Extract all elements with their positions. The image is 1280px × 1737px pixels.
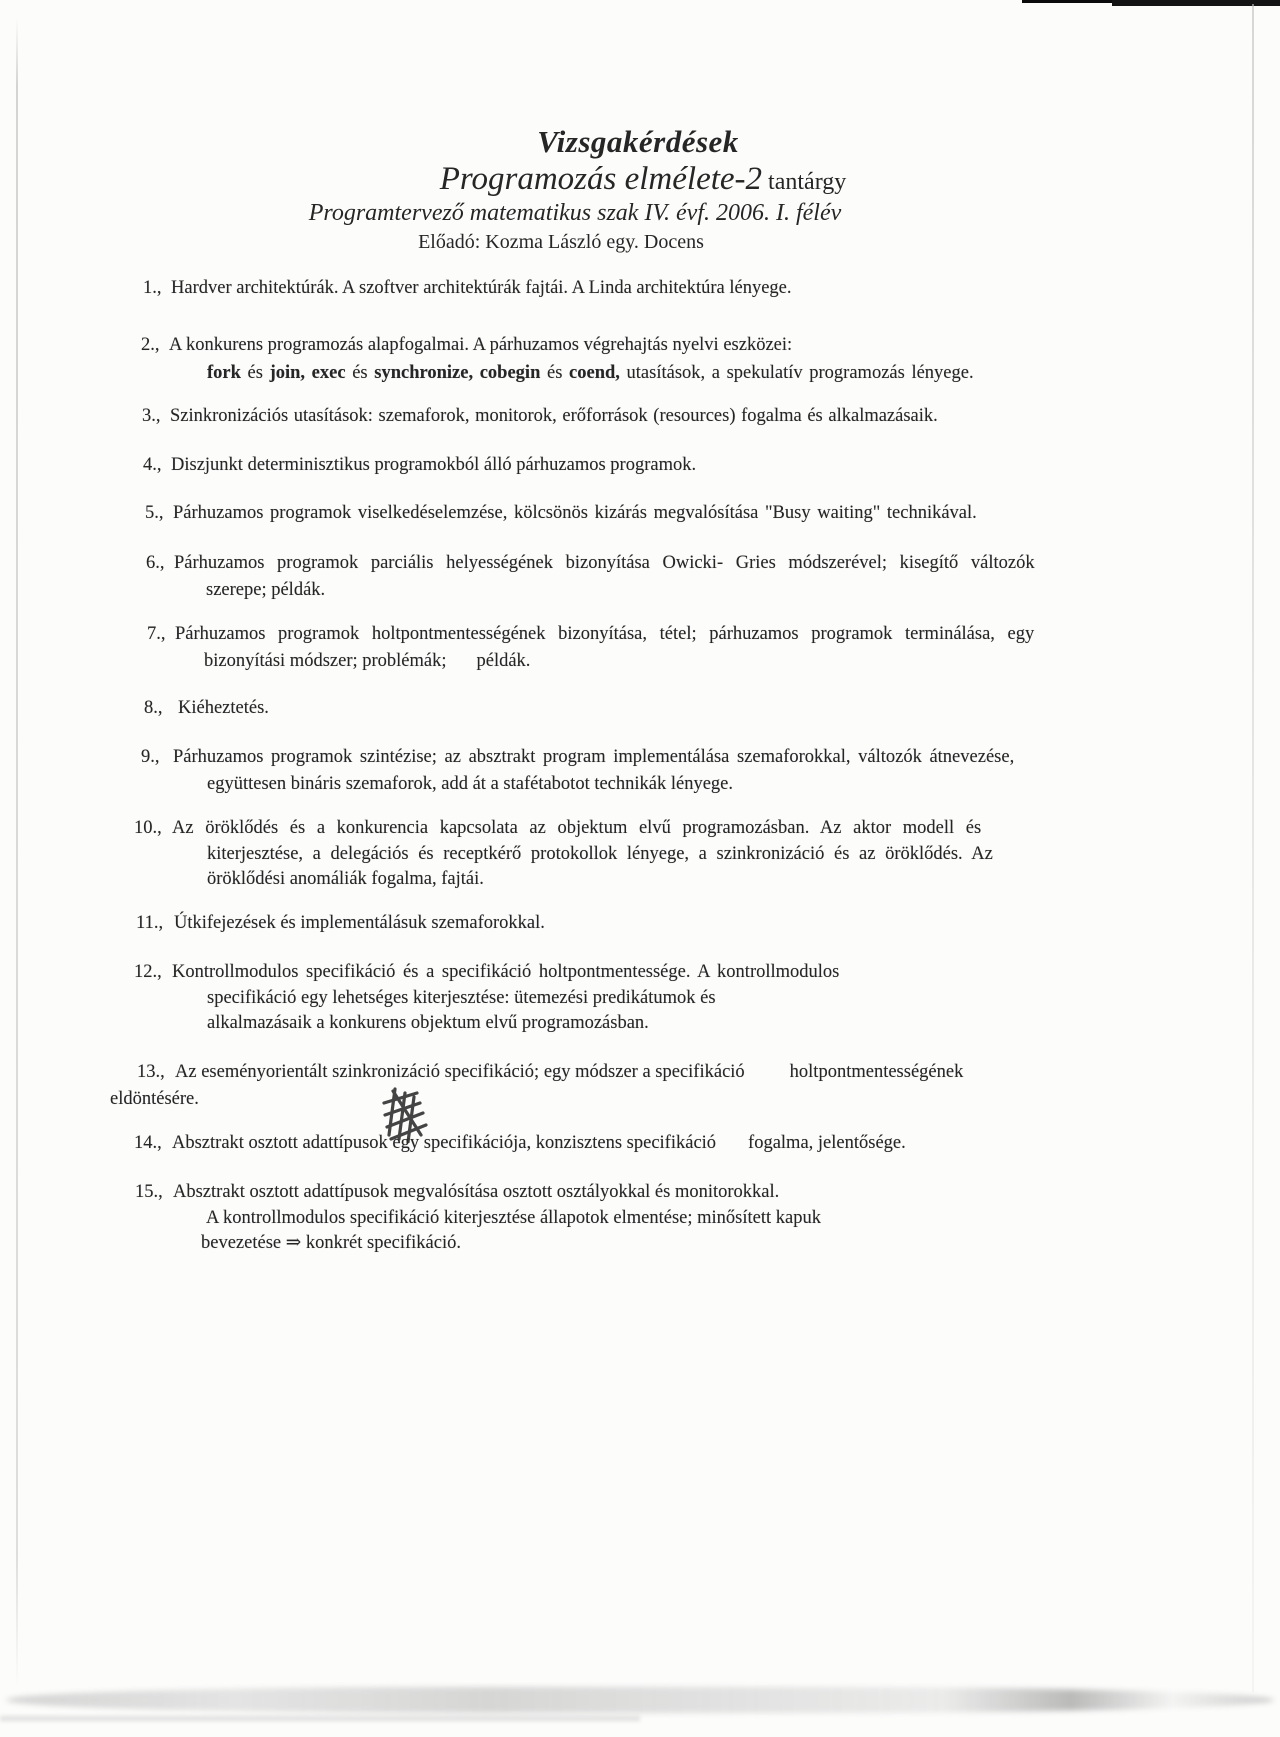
- question-text: bevezetése ⇒ konkrét specifikáció.: [201, 1233, 461, 1253]
- keyword-join-exec: join, exec: [269, 363, 346, 383]
- question-text: bizonyítási módszer; problémák;: [204, 651, 447, 671]
- question-line: [141, 333, 792, 357]
- question-line: [134, 816, 981, 840]
- question-number: 11.,: [136, 913, 164, 933]
- lecturer-line: Előadó: Kozma László egy. Docens: [418, 231, 704, 253]
- question-line: [207, 1011, 649, 1035]
- question-line: [144, 696, 269, 720]
- question-line: [207, 842, 993, 866]
- question-text: A konkurens programozás alapfogalmai. A párhuzamos végrehajtás nyelvi eszközei:: [169, 335, 793, 355]
- bottom-scan-smudge-line: [0, 1716, 640, 1721]
- question-text: A kontrollmodulos specifikáció kiterjesztése állapotok elmentése; minősített kapuk: [206, 1208, 821, 1228]
- question-line: [110, 1087, 199, 1111]
- question-text: Absztrakt osztott adattípusok megvalósítása osztott osztályokkal és monitorokkal.: [173, 1182, 780, 1202]
- question-line: [143, 453, 696, 477]
- question-text: példák.: [476, 651, 531, 671]
- question-text: Kontrollmodulos specifikáció és a specifikáció holtpontmentessége. A kontrollmodulos: [172, 962, 840, 982]
- question-line: [206, 1206, 821, 1230]
- question-number: 4.,: [143, 455, 162, 475]
- question-number: 13.,: [137, 1062, 165, 1082]
- question-line: [135, 1180, 779, 1204]
- question-text: alkalmazásaik a konkurens objektum elvű programozásban.: [207, 1013, 649, 1033]
- question-line: [201, 1231, 461, 1255]
- question-text: kiterjesztése, a delegációs és receptkérő protokollok lényege, a szinkronizáció és az öröklődés. Az: [207, 844, 993, 864]
- course-title: Programozás elmélete-2: [439, 161, 763, 197]
- bottom-scan-smudge: [6, 1687, 1274, 1713]
- question-text: Párhuzamos programok holtpontmentességének bizonyítása, tétel; párhuzamos programok terminálása, egy: [175, 624, 1035, 644]
- question-number: 15.,: [135, 1182, 163, 1202]
- question-text: Absztrakt osztott adattípusok egy specifikációja, konzisztens specifikáció: [172, 1133, 717, 1153]
- question-number: 10.,: [134, 818, 162, 838]
- question-line: fork és join, exec és synchronize, cobegin és coend, utasítások, a spekulatív programozás lényege.: [207, 363, 974, 383]
- question-number: 1.,: [143, 278, 162, 298]
- question-number: 12.,: [134, 962, 162, 982]
- program-line: Programtervező matematikus szak IV. évf. 2006. I. félév: [308, 200, 842, 226]
- question-number: 7.,: [147, 624, 166, 644]
- question-text: Párhuzamos programok parciális helyességének bizonyítása Owicki- Gries módszerével; kisegítő változók: [174, 553, 1035, 573]
- question-text: Hardver architektúrák. A szoftver architektúrák fajtái. A Linda architektúra lényege.: [171, 278, 792, 298]
- question-text: együttesen bináris szemaforok, add át a stafétabotot technikák lényege.: [207, 774, 734, 794]
- question-text: eldöntésére.: [110, 1089, 199, 1109]
- document-title: Vizsgakérdések: [537, 124, 739, 159]
- question-line: [147, 622, 1034, 646]
- question-line: [134, 960, 839, 984]
- page-edge-left: [16, 18, 18, 1688]
- question-number: 14.,: [134, 1133, 162, 1153]
- question-text: Az öröklődés és a konkurencia kapcsolata az objektum elvű programozásban. Az aktor modell és: [172, 818, 982, 838]
- question-line: [204, 649, 530, 673]
- question-text: Az eseményorientált szinkronizáció specifikáció; egy módszer a specifikáció: [175, 1062, 745, 1082]
- question-number: 2.,: [141, 335, 160, 355]
- question-line: [134, 1131, 906, 1155]
- question-line: [145, 501, 977, 525]
- question-number: 6.,: [146, 553, 165, 573]
- course-title-line: [10, 161, 1276, 198]
- question-text: öröklődési anomáliák fogalma, fajtái.: [207, 869, 484, 889]
- keyword-fork: fork: [207, 363, 241, 383]
- question-text: Kiéheztetés.: [178, 698, 269, 718]
- question-line: [137, 1060, 963, 1084]
- question-line: [207, 867, 484, 891]
- course-title-suffix: tantárgy: [762, 169, 847, 195]
- question-text: Párhuzamos programok szintézise; az absztrakt program implementálása szemaforokkal, változók átnevezése,: [173, 747, 1015, 767]
- scan-artifact-top-bar-dark: [1112, 0, 1280, 6]
- question-text: Diszjunkt determinisztikus programokból álló párhuzamos programok.: [171, 455, 697, 475]
- question-text: specifikáció egy lehetséges kiterjesztése: ütemezési predikátumok és: [207, 988, 716, 1008]
- question-text: Szinkronizációs utasítások: szemaforok, monitorok, erőforrások (resources) fogalma és alkalmazásaik.: [170, 406, 938, 426]
- question-text: Párhuzamos programok viselkedéselemzése, kölcsönös kizárás megvalósítása "Busy waiting" technikával.: [173, 503, 977, 523]
- question-text: fogalma, jelentősége.: [748, 1133, 906, 1153]
- question-line: [143, 276, 792, 300]
- question-number: 5.,: [145, 503, 164, 523]
- keyword-synchronize-cobegin: synchronize, cobegin: [374, 363, 541, 383]
- question-line: [136, 911, 545, 935]
- question-number: 3.,: [142, 406, 161, 426]
- question-line: [141, 745, 1014, 769]
- question-line: [146, 551, 1035, 575]
- question-line: [206, 578, 325, 602]
- page-edge-right: [1252, 4, 1254, 1692]
- keyword-coend: coend,: [569, 363, 620, 383]
- question-text: holtpontmentességének: [789, 1062, 964, 1082]
- question-line: [207, 986, 716, 1010]
- question-number: 9.,: [141, 747, 160, 767]
- question-text: Útkifejezések és implementálásuk szemaforokkal.: [174, 913, 545, 933]
- question-text: szerepe; példák.: [206, 580, 326, 600]
- question-line: [207, 772, 733, 796]
- question-line: [142, 404, 938, 428]
- question-number: 8.,: [144, 698, 163, 718]
- ink-scribble: [381, 1085, 431, 1143]
